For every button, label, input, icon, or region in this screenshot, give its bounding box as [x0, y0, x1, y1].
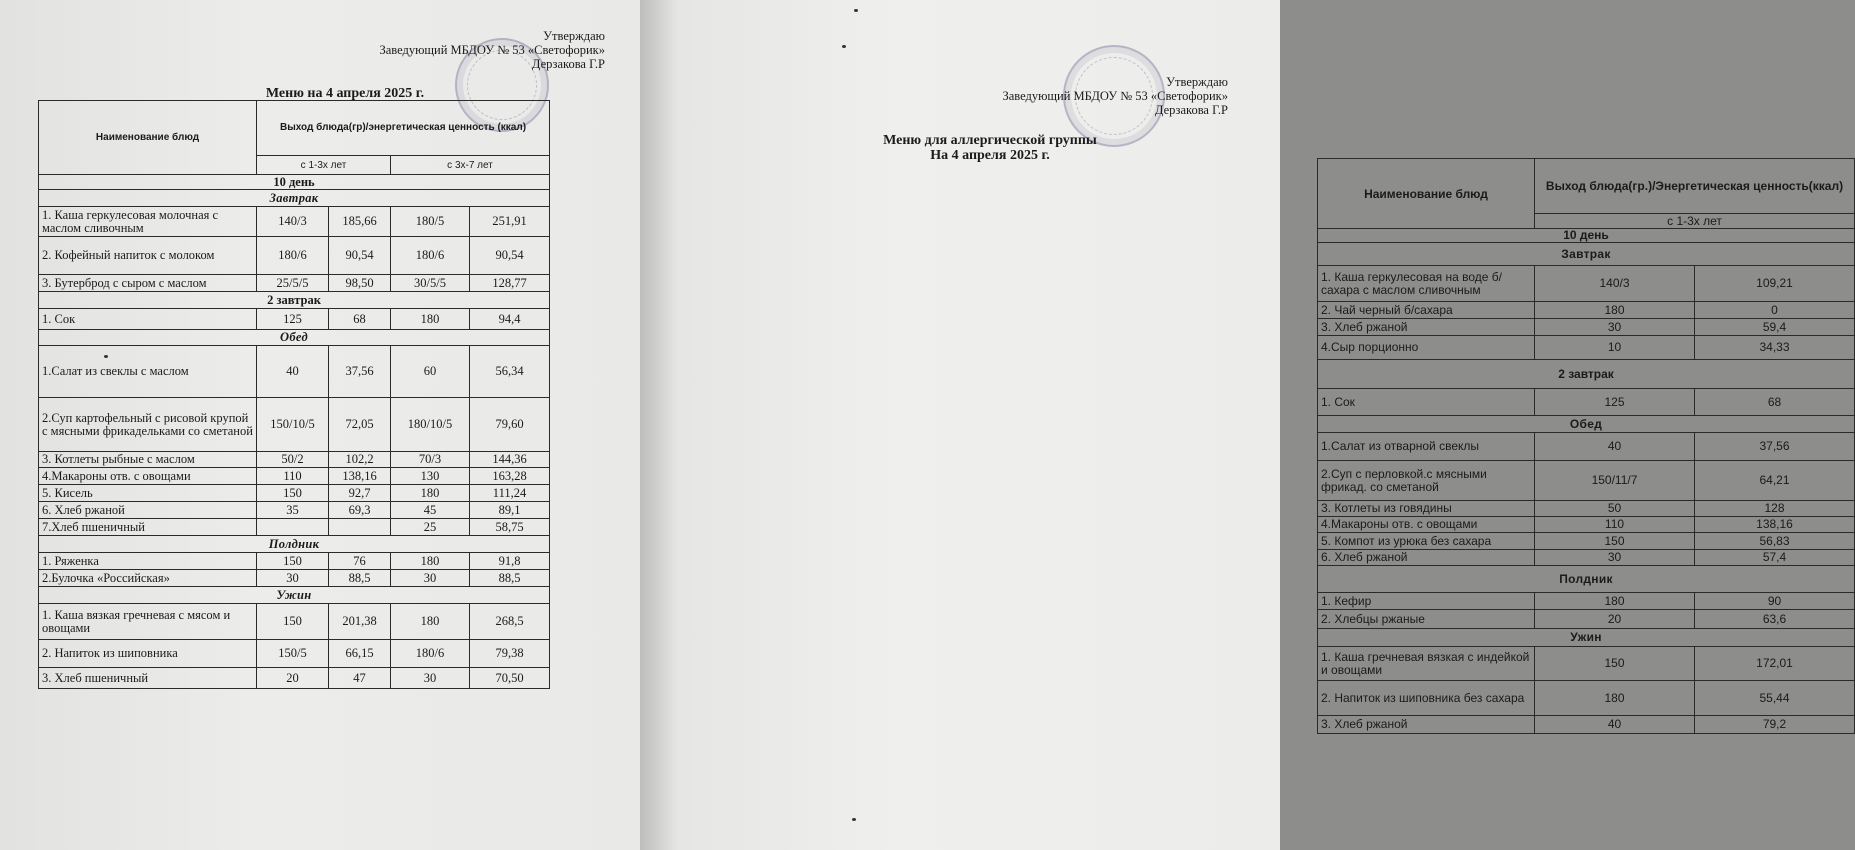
portion-1-3: 180/6: [257, 237, 329, 275]
kcal-1-3: 109,21: [1695, 266, 1855, 302]
left-sheet: [0, 0, 640, 850]
portion-1-3: 125: [257, 309, 329, 330]
portion-3-7: 30: [391, 570, 470, 587]
table-row: [39, 346, 550, 398]
dish-name: 2. Кофейный напиток с молоком: [39, 237, 257, 275]
table-row: [39, 502, 550, 519]
portion-1-3: 40: [1535, 716, 1695, 734]
kcal-3-7: 79,38: [470, 640, 550, 668]
approval-line: Дерзакова Г.Р: [531, 57, 605, 71]
kcal-1-3: 92,7: [329, 485, 391, 502]
dish-name: 2.Булочка «Российская»: [39, 570, 257, 587]
section-snack: Полдник: [1318, 566, 1855, 593]
header-output: Выход блюда(гр.)/Энергетическая ценность(ккал): [1535, 159, 1855, 214]
kcal-1-3: 90: [1695, 593, 1855, 610]
portion-1-3: 110: [1535, 517, 1695, 533]
portion-3-7: 180: [391, 309, 470, 330]
portion-1-3: 140/3: [257, 207, 329, 237]
dish-name: 4.Макароны отв. с овощами: [1318, 517, 1535, 533]
approval-block: [1002, 75, 1228, 117]
dish-name: 2. Хлебцы ржаные: [1318, 610, 1535, 629]
portion-1-3: 150: [257, 604, 329, 640]
kcal-1-3: 37,56: [1695, 433, 1855, 461]
dish-name: 4.Макароны отв. с овощами: [39, 468, 257, 485]
kcal-1-3: 69,3: [329, 502, 391, 519]
portion-1-3: [257, 519, 329, 536]
portion-3-7: 180: [391, 553, 470, 570]
table-row: [1318, 501, 1855, 517]
dish-name: 1. Сок: [1318, 389, 1535, 416]
kcal-3-7: 128,77: [470, 275, 550, 292]
kcal-1-3: 68: [1695, 389, 1855, 416]
table-row: [1318, 266, 1855, 302]
kcal-3-7: 88,5: [470, 570, 550, 587]
table-row: [1318, 461, 1855, 501]
table-row: [1318, 319, 1855, 336]
kcal-3-7: 91,8: [470, 553, 550, 570]
portion-1-3: 180: [1535, 681, 1695, 716]
kcal-1-3: 172,01: [1695, 647, 1855, 681]
kcal-1-3: 55,44: [1695, 681, 1855, 716]
kcal-1-3: 88,5: [329, 570, 391, 587]
dish-name: 1. Кефир: [1318, 593, 1535, 610]
kcal-3-7: 144,36: [470, 452, 550, 468]
dish-name: 3. Котлеты из говядины: [1318, 501, 1535, 517]
paper-speck: [842, 45, 846, 48]
menu-title: [840, 133, 1140, 163]
table-row: [39, 668, 550, 689]
portion-1-3: 150: [257, 553, 329, 570]
section-breakfast-2: 2 завтрак: [1318, 360, 1855, 389]
kcal-1-3: 66,15: [329, 640, 391, 668]
portion-1-3: 110: [257, 468, 329, 485]
table-row: [39, 570, 550, 587]
dish-name: 2.Суп картофельный с рисовой крупой с мясными фрикадельками со сметаной: [39, 398, 257, 452]
approval-line: Заведующий МБДОУ № 53 «Светофорик»: [1002, 89, 1228, 103]
kcal-1-3: 90,54: [329, 237, 391, 275]
dish-name: 4.Сыр порционно: [1318, 336, 1535, 360]
portion-1-3: 180: [1535, 302, 1695, 319]
kcal-3-7: 111,24: [470, 485, 550, 502]
kcal-3-7: 56,34: [470, 346, 550, 398]
portion-1-3: 50/2: [257, 452, 329, 468]
table-row: [39, 237, 550, 275]
kcal-3-7: 79,60: [470, 398, 550, 452]
header-dish: Наименование блюд: [39, 101, 257, 175]
kcal-1-3: 138,16: [1695, 517, 1855, 533]
allergy-menu-table: [1317, 158, 1855, 734]
table-row: [39, 640, 550, 668]
dish-name: 2. Напиток из шиповника без сахара: [1318, 681, 1535, 716]
kcal-1-3: 59,4: [1695, 319, 1855, 336]
portion-1-3: 20: [1535, 610, 1695, 629]
kcal-1-3: 64,21: [1695, 461, 1855, 501]
dish-name: 5. Компот из урюка без сахара: [1318, 533, 1535, 550]
dish-name: 3. Хлеб ржаной: [1318, 716, 1535, 734]
portion-3-7: 60: [391, 346, 470, 398]
portion-1-3: 30: [1535, 550, 1695, 566]
kcal-1-3: 185,66: [329, 207, 391, 237]
kcal-1-3: 63,6: [1695, 610, 1855, 629]
portion-1-3: 40: [1535, 433, 1695, 461]
day-label: 10 день: [1318, 229, 1855, 243]
kcal-3-7: 70,50: [470, 668, 550, 689]
kcal-1-3: 56,83: [1695, 533, 1855, 550]
portion-1-3: 20: [257, 668, 329, 689]
dish-name: 3. Бутерброд с сыром с маслом: [39, 275, 257, 292]
portion-3-7: 30/5/5: [391, 275, 470, 292]
dish-name: 1. Сок: [39, 309, 257, 330]
dish-name: 1.Салат из отварной свеклы: [1318, 433, 1535, 461]
dish-name: 7.Хлеб пшеничный: [39, 519, 257, 536]
approval-line: Утверждаю: [1166, 75, 1228, 89]
kcal-3-7: 268,5: [470, 604, 550, 640]
dish-name: 5. Кисель: [39, 485, 257, 502]
portion-1-3: 150: [1535, 533, 1695, 550]
portion-3-7: 180/5: [391, 207, 470, 237]
kcal-1-3: 102,2: [329, 452, 391, 468]
menu-table: [38, 100, 550, 689]
portion-1-3: 150: [257, 485, 329, 502]
kcal-3-7: 58,75: [470, 519, 550, 536]
dish-name: 3. Хлеб ржаной: [1318, 319, 1535, 336]
paper-speck: [852, 818, 856, 821]
approval-line: Заведующий МБДОУ № 53 «Светофорик»: [379, 43, 605, 57]
portion-3-7: 180: [391, 485, 470, 502]
portion-1-3: 150/5: [257, 640, 329, 668]
approval-line: Дерзакова Г.Р: [1154, 103, 1228, 117]
header-age-1-3: с 1-3х лет: [1535, 214, 1855, 229]
dish-name: 3. Хлеб пшеничный: [39, 668, 257, 689]
dish-name: 1. Каша гречневая вязкая с индейкой и овощами: [1318, 647, 1535, 681]
kcal-1-3: 57,4: [1695, 550, 1855, 566]
portion-3-7: 70/3: [391, 452, 470, 468]
approval-block: [379, 29, 605, 71]
section-breakfast: Завтрак: [1318, 243, 1855, 266]
kcal-3-7: 163,28: [470, 468, 550, 485]
section-breakfast: Завтрак: [39, 190, 550, 207]
kcal-3-7: 94,4: [470, 309, 550, 330]
dish-name: 2. Чай черный б/сахара: [1318, 302, 1535, 319]
paper-speck: [854, 9, 858, 12]
portion-1-3: 180: [1535, 593, 1695, 610]
paper-speck: [104, 355, 108, 358]
table-row: [39, 309, 550, 330]
table-row: [1318, 302, 1855, 319]
table-row: [39, 275, 550, 292]
portion-3-7: 180/6: [391, 237, 470, 275]
portion-1-3: 150/11/7: [1535, 461, 1695, 501]
portion-3-7: 130: [391, 468, 470, 485]
table-row: [39, 604, 550, 640]
portion-1-3: 125: [1535, 389, 1695, 416]
menu-title: Меню на 4 апреля 2025 г.: [265, 86, 425, 101]
table-row: [1318, 433, 1855, 461]
table-row: [39, 398, 550, 452]
portion-1-3: 40: [257, 346, 329, 398]
table-row: [1318, 550, 1855, 566]
dish-name: 3. Котлеты рыбные с маслом: [39, 452, 257, 468]
kcal-3-7: 90,54: [470, 237, 550, 275]
header-age-1-3: с 1-3х лет: [257, 156, 391, 175]
section-lunch: Обед: [39, 330, 550, 346]
portion-3-7: 30: [391, 668, 470, 689]
table-row: [1318, 389, 1855, 416]
kcal-3-7: 251,91: [470, 207, 550, 237]
right-sheet: [640, 0, 1844, 850]
kcal-1-3: 138,16: [329, 468, 391, 485]
kcal-1-3: [329, 519, 391, 536]
dish-name: 1. Каша вязкая гречневая с мясом и овощами: [39, 604, 257, 640]
header-age-3-7: с 3х-7 лет: [391, 156, 550, 175]
portion-1-3: 25/5/5: [257, 275, 329, 292]
kcal-1-3: 37,56: [329, 346, 391, 398]
portion-1-3: 35: [257, 502, 329, 519]
dish-name: 2. Напиток из шиповника: [39, 640, 257, 668]
menu-title-line: Меню для аллергической группы: [883, 133, 1097, 148]
table-row: [1318, 517, 1855, 533]
table-row: [1318, 681, 1855, 716]
section-dinner: Ужин: [39, 587, 550, 604]
kcal-1-3: 34,33: [1695, 336, 1855, 360]
section-snack: Полдник: [39, 536, 550, 553]
table-row: [39, 485, 550, 502]
portion-1-3: 30: [1535, 319, 1695, 336]
table-row: [1318, 647, 1855, 681]
table-row: [1318, 593, 1855, 610]
dish-name: 6. Хлеб ржаной: [1318, 550, 1535, 566]
portion-3-7: 45: [391, 502, 470, 519]
portion-1-3: 150: [1535, 647, 1695, 681]
kcal-1-3: 128: [1695, 501, 1855, 517]
table-row: [1318, 610, 1855, 629]
table-row: [39, 553, 550, 570]
dish-name: 1.Салат из свеклы с маслом: [39, 346, 257, 398]
portion-3-7: 25: [391, 519, 470, 536]
portion-1-3: 150/10/5: [257, 398, 329, 452]
kcal-3-7: 89,1: [470, 502, 550, 519]
menu-title-line: На 4 апреля 2025 г.: [930, 148, 1050, 163]
dish-name: 1. Каша геркулесовая молочная с маслом сливочным: [39, 207, 257, 237]
kcal-1-3: 79,2: [1695, 716, 1855, 734]
portion-3-7: 180/10/5: [391, 398, 470, 452]
section-dinner: Ужин: [1318, 629, 1855, 647]
kcal-1-3: 47: [329, 668, 391, 689]
portion-3-7: 180: [391, 604, 470, 640]
dish-name: 1. Ряженка: [39, 553, 257, 570]
portion-1-3: 10: [1535, 336, 1695, 360]
kcal-1-3: 0: [1695, 302, 1855, 319]
table-row: [39, 452, 550, 468]
dish-name: 1. Каша геркулесовая на воде б/сахара с маслом сливочным: [1318, 266, 1535, 302]
kcal-1-3: 72,05: [329, 398, 391, 452]
header-dish: Наименование блюд: [1318, 159, 1535, 229]
portion-1-3: 140/3: [1535, 266, 1695, 302]
table-row: [1318, 533, 1855, 550]
portion-1-3: 50: [1535, 501, 1695, 517]
portion-1-3: 30: [257, 570, 329, 587]
portion-3-7: 180/6: [391, 640, 470, 668]
table-row: [39, 468, 550, 485]
kcal-1-3: 98,50: [329, 275, 391, 292]
kcal-1-3: 68: [329, 309, 391, 330]
table-row: [39, 207, 550, 237]
table-row: [1318, 716, 1855, 734]
table-row: [39, 519, 550, 536]
kcal-1-3: 76: [329, 553, 391, 570]
dish-name: 6. Хлеб ржаной: [39, 502, 257, 519]
dish-name: 2.Суп с перловкой.с мясными фрикад. со сметаной: [1318, 461, 1535, 501]
section-breakfast-2: 2 завтрак: [39, 292, 550, 309]
day-label: 10 день: [39, 175, 550, 190]
header-output: Выход блюда(гр)/энергетическая ценность (ккал): [257, 101, 550, 156]
section-lunch: Обед: [1318, 416, 1855, 433]
table-row: [1318, 336, 1855, 360]
kcal-1-3: 201,38: [329, 604, 391, 640]
approval-line: Утверждаю: [543, 29, 605, 43]
